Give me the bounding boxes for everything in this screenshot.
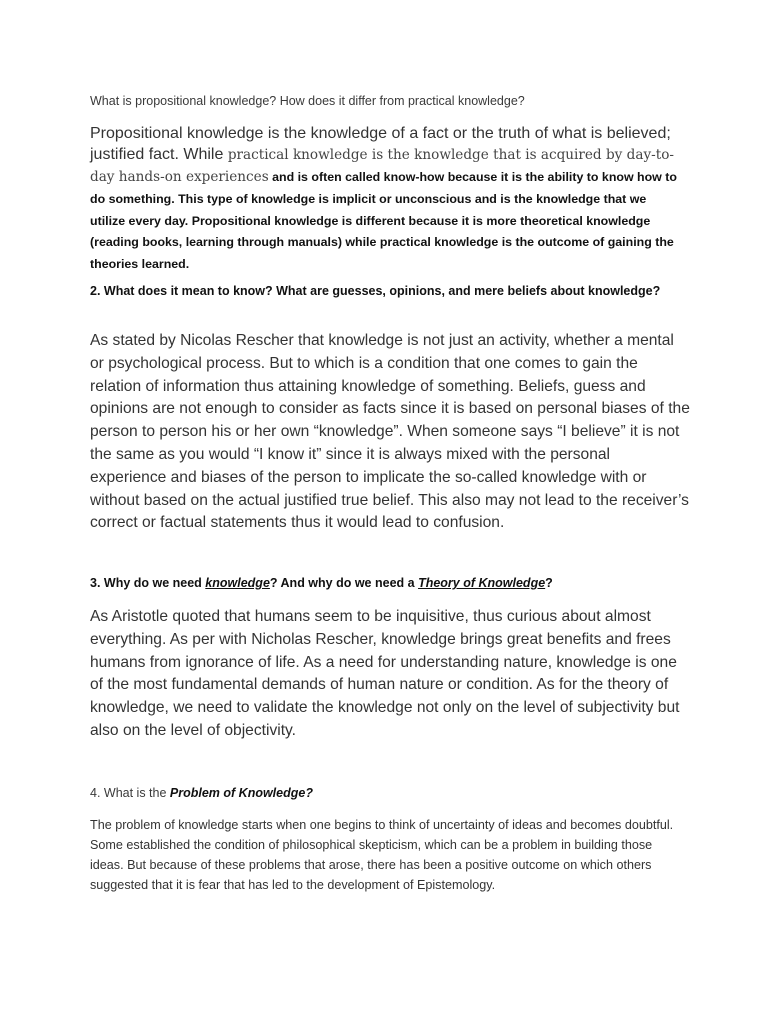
question-1-heading: What is propositional knowledge? How does it differ from practical knowledge? xyxy=(90,94,525,108)
answer-1-paragraph xyxy=(90,123,680,274)
question-4-prefix: 4. What is the xyxy=(90,786,170,800)
question-3-term-theory: Theory of Knowledge xyxy=(418,576,546,590)
answer-2-paragraph: As stated by Nicolas Rescher that knowledge is not just an activity, whether a mental or psychological process. But to which is a condition that one comes to gain the relation of information thus attaining knowledge of something. Beliefs, guess and opinions are not enough to consider as facts since it is based on personal biases of the person to person his or her own “knowledge”. When someone says “I believe” it is not the same as you would “I know it” since it is always mixed with the personal experience and biases of the person to implicate the so-called knowledge with or without based on the actual justified true belief. This also may not lead to the receiver’s correct or factual statements thus it would lead to confusion. xyxy=(90,332,690,532)
question-2-heading: 2. What does it mean to know? What are guesses, opinions, and mere beliefs about knowledge? xyxy=(90,284,661,298)
question-3-heading xyxy=(90,576,680,590)
question-4-heading xyxy=(90,786,313,800)
answer-4-paragraph: The problem of knowledge starts when one begins to think of uncertainty of ideas and becomes doubtful. Some established the condition of philosophical skepticism, which can be a problem in building those ideas. But because of these problems that arose, there has been a positive outcome on which others suggested that it is fear that has led to the development of Epistemology. xyxy=(90,818,674,892)
question-4-term: Problem of Knowledge? xyxy=(169,786,313,800)
question-3-middle: ? And why do we need a xyxy=(269,576,419,590)
answer-3-paragraph: As Aristotle quoted that humans seem to be inquisitive, thus curious about almost everything. As per with Nicholas Rescher, knowledge brings great benefits and frees humans from ignorance of life. As a need for understanding nature, knowledge is one of the most fundamental demands of human nature or condition. As for the theory of knowledge, we need to validate the knowledge not only on the level of subjectivity but also on the level of objectivity. xyxy=(90,608,680,739)
question-3-prefix: 3. Why do we need xyxy=(90,576,206,590)
answer-1-bold-text: and is often called know-how because it is the ability to know how to do something. This type of knowledge is implicit or unconscious and is the knowledge that we utilize every day. Propositional knowledge is different because it is more theoretical knowledge (reading books, learning through manuals) while practical knowledge is the outcome of gaining the theories learned. xyxy=(90,170,677,271)
answer-1-intro: Propositional knowledge is the knowledge of a fact or the truth of what is believed; justified fact. While xyxy=(90,125,671,163)
question-3-term-knowledge: knowledge xyxy=(205,576,270,590)
answer-1-serif-phrase: practical knowledge is the knowledge that is acquired by day-to-day hands-on experiences xyxy=(90,147,674,185)
question-3-suffix: ? xyxy=(545,576,553,590)
